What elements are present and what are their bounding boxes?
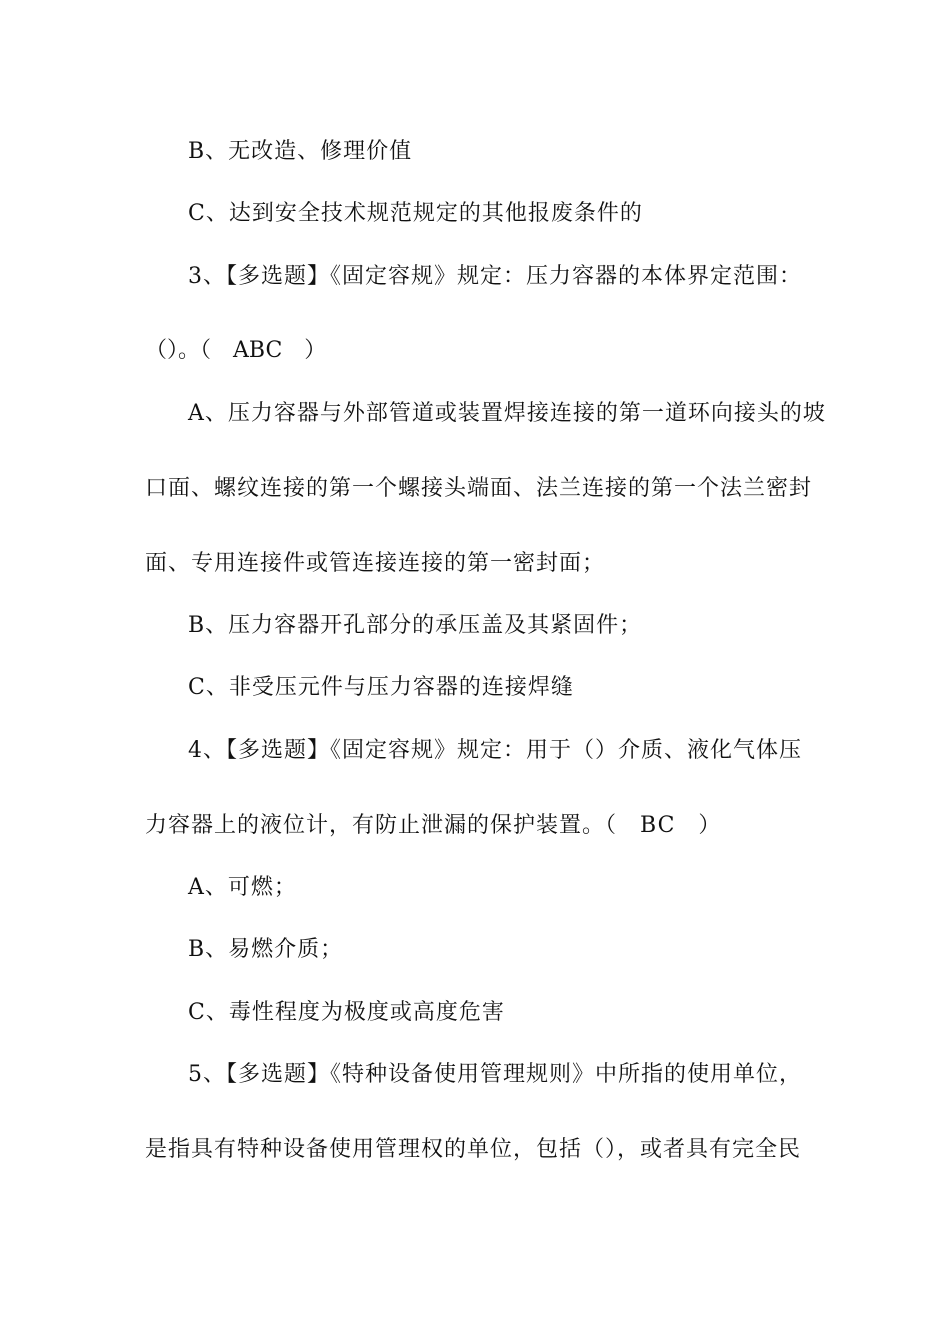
question-4-line-1: 4、【多选题】《固定容规》规定：用于（）介质、液化气体压 <box>188 738 802 763</box>
question-5-line-1: 5、【多选题】《特种设备使用管理规则》中所指的使用单位， <box>188 1062 802 1087</box>
option-a-q3-line-2: 口面、螺纹连接的第一个螺接头端面、法兰连接的第一个法兰密封 <box>145 476 813 501</box>
question-3-answer: （）。（ ABC ） <box>145 338 327 363</box>
option-a-q3-line-3: 面、专用连接件或管连接连接的第一密封面； <box>145 551 606 576</box>
option-c-q2: C、达到安全技术规范规定的其他报废条件的 <box>188 201 643 226</box>
option-a-q4: A、可燃； <box>188 875 297 900</box>
option-b-q2: B、无改造、修理价值 <box>188 139 413 164</box>
option-a-q3-line-1: A、压力容器与外部管道或装置焊接连接的第一道环向接头的坡 <box>188 401 826 426</box>
option-c-q4: C、毒性程度为极度或高度危害 <box>188 1000 505 1025</box>
option-b-q4: B、易燃介质； <box>188 937 344 962</box>
option-c-q3: C、非受压元件与压力容器的连接焊缝 <box>188 675 574 700</box>
question-3-line-1: 3、【多选题】《固定容规》规定：压力容器的本体界定范围： <box>188 264 802 289</box>
option-b-q3: B、压力容器开孔部分的承压盖及其紧固件； <box>188 613 643 638</box>
question-4-line-2: 力容器上的液位计，有防止泄漏的保护装置。（ BC ） <box>145 813 722 838</box>
question-5-line-2: 是指具有特种设备使用管理权的单位，包括（），或者具有完全民 <box>145 1137 802 1162</box>
